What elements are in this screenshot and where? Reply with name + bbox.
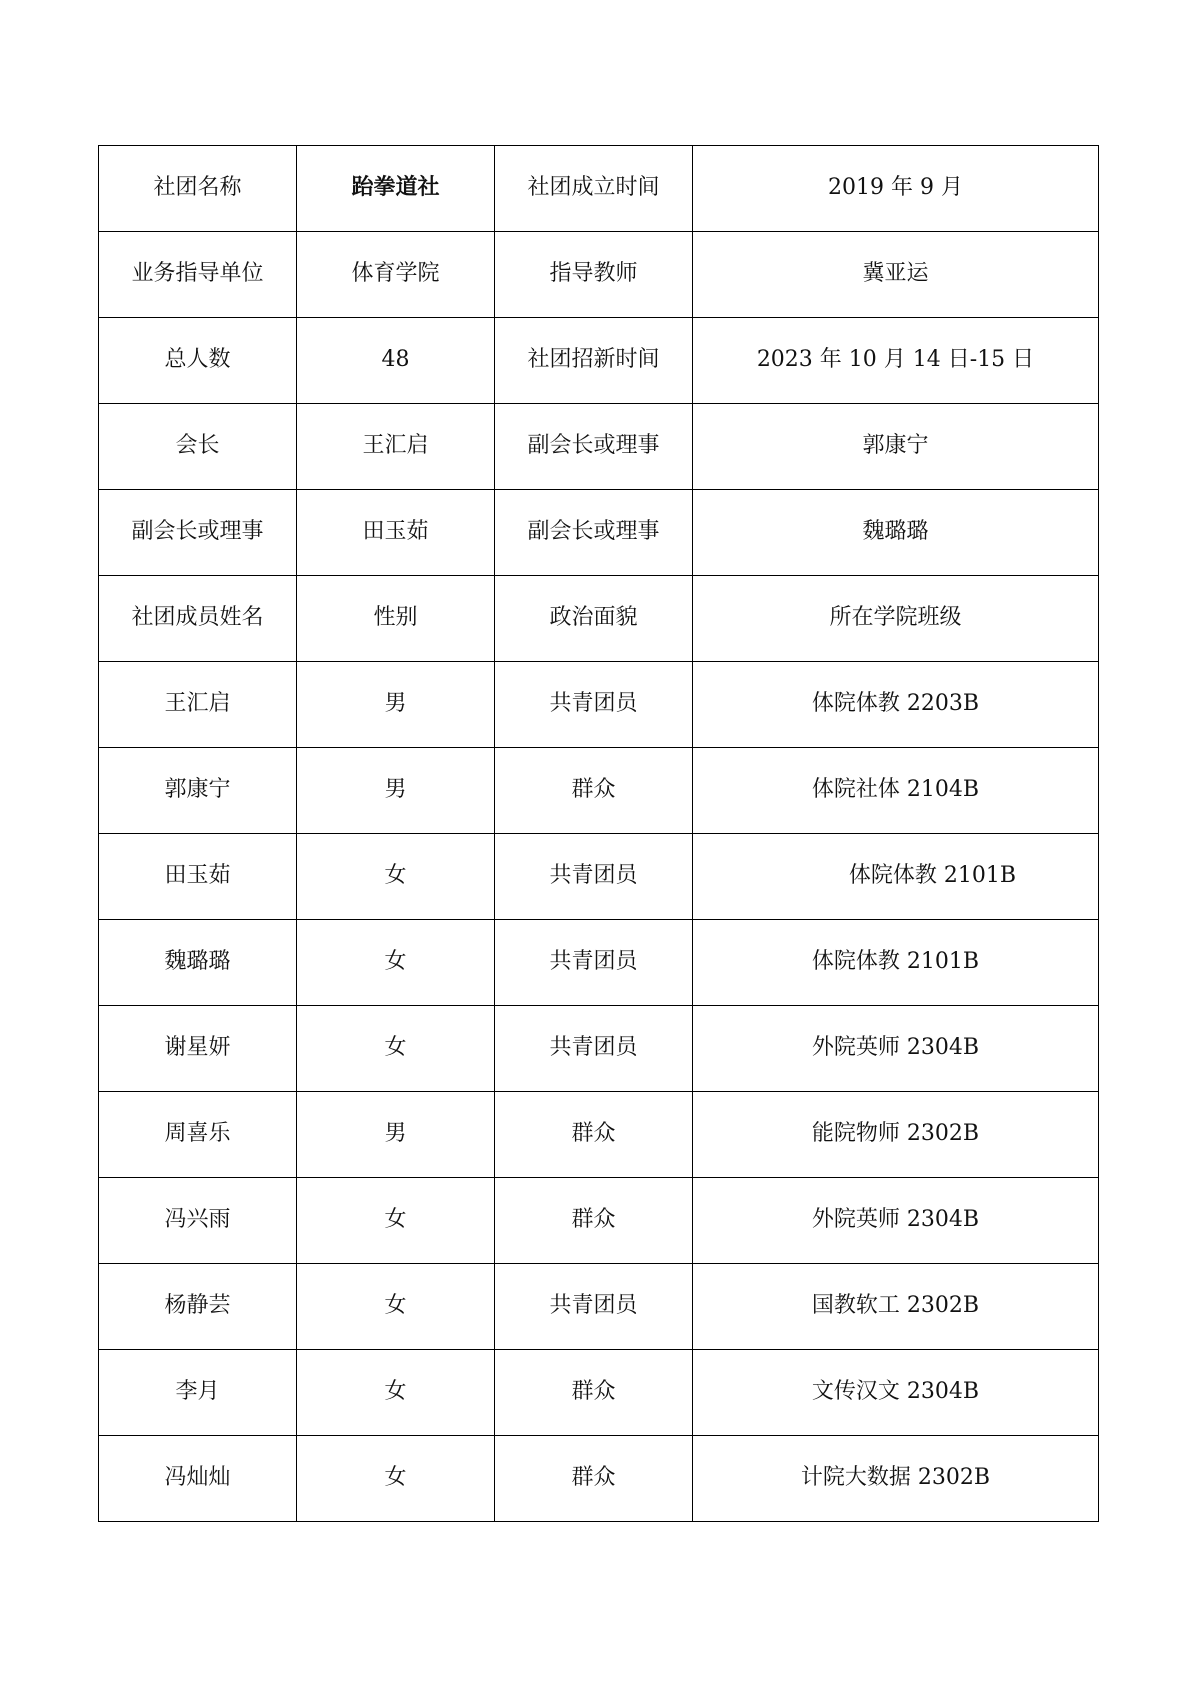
- member-name: 周喜乐: [99, 1092, 297, 1178]
- member-political: 群众: [495, 1350, 693, 1436]
- member-gender: 女: [297, 920, 495, 1006]
- member-class: 国教软工 2302B: [693, 1264, 1099, 1350]
- recruit-time-label: 社团招新时间: [495, 318, 693, 404]
- member-name: 杨静芸: [99, 1264, 297, 1350]
- club-info-table: [98, 145, 1099, 1522]
- member-name: 冯兴雨: [99, 1178, 297, 1264]
- member-political: 共青团员: [495, 1264, 693, 1350]
- president-value: 王汇启: [297, 404, 495, 490]
- member-row: [99, 1264, 1099, 1350]
- member-row: [99, 662, 1099, 748]
- member-class: 文传汉文 2304B: [693, 1350, 1099, 1436]
- member-name: 王汇启: [99, 662, 297, 748]
- member-name: 郭康宁: [99, 748, 297, 834]
- member-class: 体院社体 2104B: [693, 748, 1099, 834]
- member-name: 李月: [99, 1350, 297, 1436]
- member-political: 群众: [495, 1092, 693, 1178]
- member-class: 外院英师 2304B: [693, 1006, 1099, 1092]
- table-row: [99, 404, 1099, 490]
- member-name: 魏璐璐: [99, 920, 297, 1006]
- vice-value-3: 魏璐璐: [693, 490, 1099, 576]
- member-row: [99, 1178, 1099, 1264]
- member-class: 体院体教 2101B: [693, 834, 1099, 920]
- member-row: [99, 1006, 1099, 1092]
- member-name: 田玉茹: [99, 834, 297, 920]
- club-name-label: 社团名称: [99, 146, 297, 232]
- member-row: [99, 748, 1099, 834]
- member-political: 共青团员: [495, 1006, 693, 1092]
- member-name: 冯灿灿: [99, 1436, 297, 1522]
- member-gender: 女: [297, 834, 495, 920]
- member-gender: 男: [297, 662, 495, 748]
- member-political: 群众: [495, 748, 693, 834]
- member-gender-header: 性别: [297, 576, 495, 662]
- member-gender: 女: [297, 1006, 495, 1092]
- member-row: [99, 920, 1099, 1006]
- member-political: 群众: [495, 1178, 693, 1264]
- vice-value-1: 郭康宁: [693, 404, 1099, 490]
- member-class: 体院体教 2101B: [693, 920, 1099, 1006]
- member-political: 共青团员: [495, 834, 693, 920]
- member-gender: 男: [297, 1092, 495, 1178]
- founded-value: 2019 年 9 月: [693, 146, 1099, 232]
- member-political: 共青团员: [495, 920, 693, 1006]
- member-gender: 女: [297, 1178, 495, 1264]
- guide-unit-value: 体育学院: [297, 232, 495, 318]
- member-name: 谢星妍: [99, 1006, 297, 1092]
- vice-label-2: 副会长或理事: [99, 490, 297, 576]
- member-row: [99, 1350, 1099, 1436]
- member-class: 计院大数据 2302B: [693, 1436, 1099, 1522]
- member-gender: 女: [297, 1264, 495, 1350]
- member-row: [99, 1436, 1099, 1522]
- vice-value-2: 田玉茹: [297, 490, 495, 576]
- members-header-row: [99, 576, 1099, 662]
- table-row: [99, 490, 1099, 576]
- member-class: 外院英师 2304B: [693, 1178, 1099, 1264]
- table-row: [99, 232, 1099, 318]
- founded-label: 社团成立时间: [495, 146, 693, 232]
- member-political: 共青团员: [495, 662, 693, 748]
- recruit-time-value: 2023 年 10 月 14 日-15 日: [693, 318, 1099, 404]
- member-class: 体院体教 2203B: [693, 662, 1099, 748]
- vice-label-3: 副会长或理事: [495, 490, 693, 576]
- member-row: [99, 834, 1099, 920]
- guide-unit-label: 业务指导单位: [99, 232, 297, 318]
- member-gender: 女: [297, 1350, 495, 1436]
- member-political-header: 政治面貌: [495, 576, 693, 662]
- table-row: [99, 146, 1099, 232]
- table-row: [99, 318, 1099, 404]
- member-class-header: 所在学院班级: [693, 576, 1099, 662]
- member-gender: 女: [297, 1436, 495, 1522]
- member-political: 群众: [495, 1436, 693, 1522]
- member-row: [99, 1092, 1099, 1178]
- teacher-label: 指导教师: [495, 232, 693, 318]
- teacher-value: 冀亚运: [693, 232, 1099, 318]
- club-name-value: 跆拳道社: [297, 146, 495, 232]
- total-value: 48: [297, 318, 495, 404]
- vice-label-1: 副会长或理事: [495, 404, 693, 490]
- total-label: 总人数: [99, 318, 297, 404]
- president-label: 会长: [99, 404, 297, 490]
- member-class: 能院物师 2302B: [693, 1092, 1099, 1178]
- member-gender: 男: [297, 748, 495, 834]
- member-name-header: 社团成员姓名: [99, 576, 297, 662]
